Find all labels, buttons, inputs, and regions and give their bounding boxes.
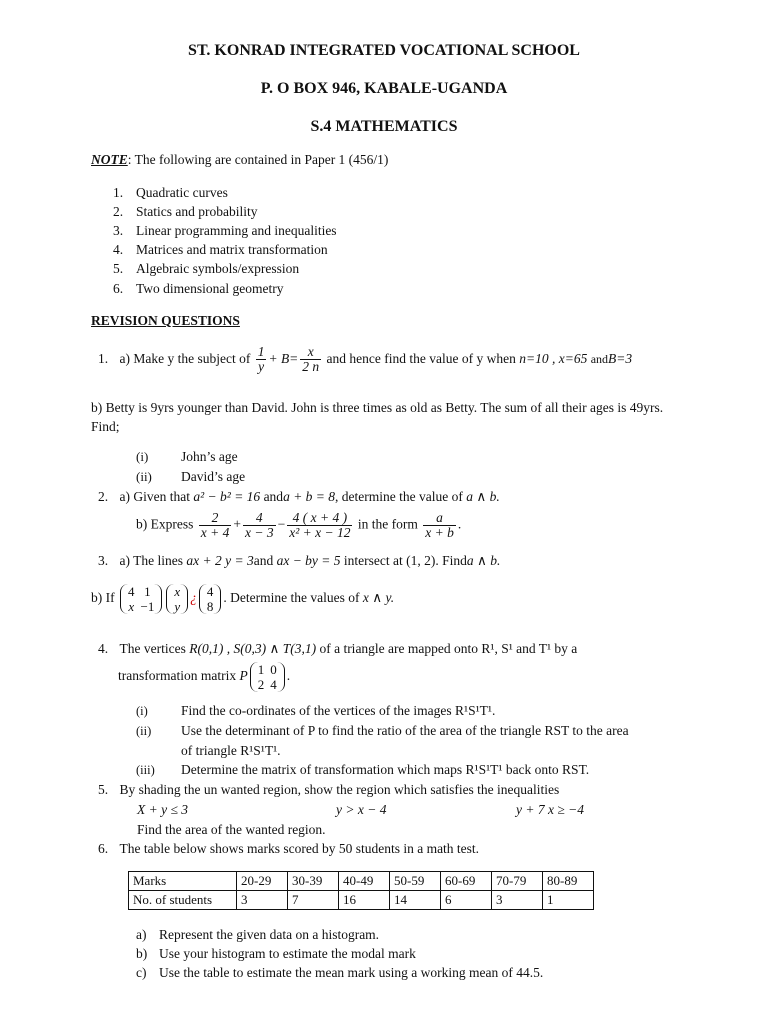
- table-cell: 3: [237, 891, 288, 910]
- note-label: NOTE: [91, 152, 128, 167]
- table-cell: 16: [339, 891, 390, 910]
- matrix-label-p: P: [239, 668, 248, 684]
- question-2b: b) Express $\frac{2}{x + 4}$ + $\frac{4}{x - 3}$ − $\frac{4 ( x + 4 )}{\text{x² + x − 12}}$ in the form $\frac{a}{x + b}$ .: [136, 510, 462, 540]
- question-1a: [98, 343, 632, 375]
- table-cell: 50-59: [390, 872, 441, 891]
- list-item-number: 5.: [113, 261, 124, 276]
- subject-title: S.4 MATHEMATICS: [310, 118, 458, 135]
- fraction-target-form: $\frac{a}{x + b}$: [425, 510, 454, 540]
- list-item-text: Statics and probability: [136, 204, 258, 219]
- q6-part: b) Use your histogram to estimate the modal mark: [136, 946, 416, 961]
- list-item-text: Matrices and matrix transformation: [136, 242, 328, 257]
- q1-plus-b: + B=: [268, 351, 299, 366]
- q1-and: and: [590, 352, 609, 366]
- q3-line-2: ax − by = 5: [276, 553, 341, 568]
- table-cell: 80-89: [543, 872, 594, 891]
- fraction-2-over-x-plus-4: $\frac{2}{x + 4}$: [200, 510, 230, 540]
- q4-vertices: R(0,1) , S(0,3) ∧ T(3,1): [189, 641, 317, 656]
- question-number: 2.: [98, 489, 109, 504]
- q1a-text: a) Make y the subject of: [119, 351, 251, 366]
- list-item-number: 6.: [113, 281, 124, 296]
- question-number: 4.: [98, 641, 109, 656]
- note-text: : The following are contained in Paper 1 (456/1): [127, 152, 389, 167]
- matrix-p: 1 0 2 4: [250, 662, 285, 692]
- q2-expression-1: a² − b² = 16: [193, 489, 261, 504]
- matrix-coefficients: 4 1 x −1: [120, 584, 162, 614]
- list-item-number: 1.: [113, 185, 124, 200]
- table-cell: 70-79: [492, 872, 543, 891]
- q6-part: a) Represent the given data on a histogram.: [136, 927, 380, 942]
- table-cell: 3: [492, 891, 543, 910]
- question-1b: b) Betty is 9yrs younger than David. John is three times as old as Betty. The sum of all their ages is 49yrs. Find;: [91, 400, 664, 434]
- inequality-3: y + 7 x ≥ −4: [516, 802, 584, 817]
- table-cell: 6: [441, 891, 492, 910]
- school-address: P. O BOX 946, KABALE-UGANDA: [260, 80, 508, 97]
- q6-part: c) Use the table to estimate the mean mark using a working mean of 44.5.: [136, 965, 544, 980]
- question-6: 6. The table below shows marks scored by 50 students in a math test.: [98, 841, 480, 856]
- table-row: [129, 872, 594, 891]
- list-item-number: 2.: [113, 204, 124, 219]
- list-item-number: 4.: [113, 242, 124, 257]
- q1-b-value: B=3: [608, 351, 633, 366]
- list-item-number: 3.: [113, 223, 124, 238]
- list-item-text: Algebraic symbols/expression: [136, 261, 300, 276]
- list-item-text: Two dimensional geometry: [136, 281, 284, 296]
- q1-values: n=10 , x=65: [519, 351, 588, 366]
- list-item: [113, 261, 300, 277]
- list-item: [113, 204, 258, 220]
- list-item: [113, 185, 228, 201]
- question-number: 1.: [98, 351, 109, 366]
- list-item: [113, 281, 284, 297]
- question-3a: 3. a) The lines ax + 2 y = 3and ax − by = 5 intersect at (1, 2). Finda ∧ b.: [98, 553, 501, 568]
- q4-item: (iii) Determine the matrix of transformation which maps R¹S¹T¹ back onto RST.: [136, 762, 590, 777]
- fraction-one-over-y: $\frac{1}{y}$: [257, 344, 265, 375]
- q5-tail: Find the area of the wanted region.: [137, 822, 326, 837]
- table-cell: 7: [288, 891, 339, 910]
- q4-item: (i) Find the co-ordinates of the vertices of the images R¹S¹T¹.: [136, 703, 496, 718]
- q3-equals-symbol: ¿: [190, 590, 197, 606]
- question-4: 4. The vertices R(0,1) , S(0,3) ∧ T(3,1) of a triangle are mapped onto R¹, S¹ and T¹ by a: [98, 641, 578, 656]
- table-cell: 1: [543, 891, 594, 910]
- q3-line-1: ax + 2 y = 3: [186, 553, 254, 568]
- inequality-2: y > x − 4: [336, 802, 387, 817]
- question-number: 3.: [98, 553, 109, 568]
- marks-table: [128, 871, 594, 910]
- question-5: 5. By shading the un wanted region, show the region which satisfies the inequalities: [98, 782, 560, 797]
- table-cell: 20-29: [237, 872, 288, 891]
- matrix-variables: x y: [166, 584, 188, 614]
- question-2a: 2. a) Given that a² − b² = 16 anda + b = 8, determine the value of a ∧ b.: [98, 489, 500, 504]
- question-number: 6.: [98, 841, 109, 856]
- list-item: [113, 223, 337, 239]
- q1b-item: (ii) David’s age: [136, 469, 246, 484]
- fraction-4-over-x-minus-3: $\frac{4}{x - 3}$: [244, 510, 274, 540]
- table-header-cell: No. of students: [129, 891, 237, 910]
- q1b-item: (i) John’s age: [136, 449, 238, 464]
- table-header-cell: Marks: [129, 872, 237, 891]
- list-item-text: Quadratic curves: [136, 185, 228, 200]
- table-cell: 30-39: [288, 872, 339, 891]
- revision-title: REVISION QUESTIONS: [91, 313, 240, 328]
- school-name: ST. KONRAD INTEGRATED VOCATIONAL SCHOOL: [188, 42, 580, 59]
- fraction-quadratic: $\frac{4 ( x + 4 )}{\text{x² + x − 12}}$: [289, 510, 351, 540]
- list-item-text: Linear programming and inequalities: [136, 223, 337, 238]
- note-line: [91, 152, 388, 168]
- table-cell: 40-49: [339, 872, 390, 891]
- table-cell: 60-69: [441, 872, 492, 891]
- question-number: 5.: [98, 782, 109, 797]
- matrix-result: 4 8: [199, 584, 222, 614]
- q1a-post-text: and hence find the value of y when: [326, 351, 516, 366]
- fraction-x-over-2n: $\frac{x}{2 n}$: [302, 344, 320, 375]
- inequality-1: X + y ≤ 3: [137, 802, 189, 817]
- table-cell: 14: [390, 891, 441, 910]
- q4-item: (ii) Use the determinant of P to find the ratio of the area of the triangle RST to the area: [136, 723, 629, 738]
- question-3b: b) If 4 1 x −1 x y ¿ 4 8 . Determine the values of x ∧ y.: [91, 584, 395, 614]
- q2-expression-2: a + b = 8: [283, 489, 336, 504]
- question-4-matrix-line: transformation matrix P 1 0 2 4 .: [118, 662, 291, 692]
- list-item: [113, 242, 328, 258]
- table-row: [129, 891, 594, 910]
